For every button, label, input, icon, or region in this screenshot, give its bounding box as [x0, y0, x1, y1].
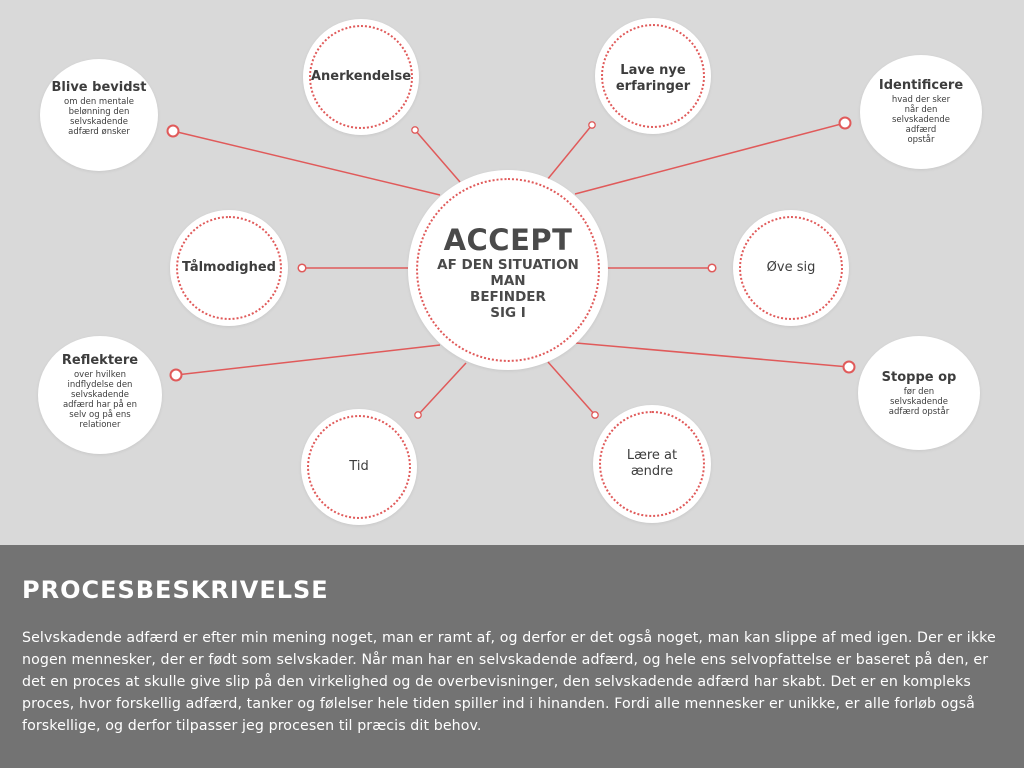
node-subtext: før den selvskadende adfærd opstår — [888, 387, 950, 417]
node-title: Øve sig — [766, 260, 816, 275]
node-title: Identificere — [878, 78, 964, 93]
description-heading: PROCESBESKRIVELSE — [22, 576, 329, 604]
connector-end-oeve-sig — [708, 264, 716, 272]
center-subtitle-line-1: AF DEN SITUATION — [437, 257, 579, 273]
node-stoppe-op — [858, 336, 980, 450]
center-title: ACCEPT — [443, 223, 573, 257]
node-title: Tålmodighed — [182, 260, 276, 275]
node-subtext: om den mentale belønning den selvskadende adfærd ønsker — [64, 97, 134, 137]
node-title: Blive bevidst — [51, 80, 147, 95]
description-panel — [0, 545, 1024, 768]
node-laere-at-aendre — [593, 405, 711, 523]
node-subtext: hvad der sker når den selvskadende adfærd opstår — [891, 95, 951, 145]
node-reflektere — [38, 336, 162, 454]
connector-end-stoppe-op — [844, 362, 855, 373]
node-subtext: over hvilken indflydelse den selvskadende adfærd har på en selv og på ens relationer — [62, 370, 138, 430]
connector-blive-bevidst — [173, 131, 440, 195]
center-subtitle-line-2: MAN — [490, 273, 526, 289]
node-title: Lære at ændre — [626, 448, 678, 479]
node-title: Lave nye erfaringer — [615, 63, 691, 94]
node-title: Reflektere — [61, 353, 139, 368]
node-identificere — [860, 55, 982, 169]
connector-reflektere — [176, 345, 440, 375]
center-subtitle-line-3: BEFINDER — [470, 289, 546, 305]
node-title: Tid — [349, 459, 369, 474]
node-lave-nye-erfaringer — [595, 18, 711, 134]
node-oeve-sig — [733, 210, 849, 326]
node-title: Stoppe op — [881, 370, 957, 385]
node-title: Anerkendelse — [310, 69, 412, 84]
connector-stoppe-op — [576, 343, 849, 367]
connector-end-reflektere — [171, 370, 182, 381]
connector-end-identificere — [840, 118, 851, 129]
node-anerkendelse — [303, 19, 419, 135]
node-tid — [301, 409, 417, 525]
connector-end-blive-bevidst — [168, 126, 179, 137]
description-body: Selvskadende adfærd er efter min mening noget, man er ramt af, og derfor er det også noget, man kan slippe af med igen. Der er ikke nogen mennesker, der er født som selvskader. Når man har en selvskadende adfærd, og hele ens selvopfattelse er baseret på den, er det en proces at skulle give slip på den virkelighed og de overbevisninger, den selvskadende adfærd har skabt. Det er en kompleks proces, hvor forskellig adfærd, tanker og følelser hele tiden spiller ind i hinanden. Fordi alle mennesker er unikke, er alle forløb også forskellige, og derfor tilpasser jeg procesen til præcis dit behov. — [22, 630, 996, 734]
center-node-accept — [408, 170, 608, 370]
center-subtitle-line-4: SIG I — [490, 305, 526, 321]
node-taalmodighed — [170, 210, 288, 326]
connector-end-taalmodighed — [298, 264, 306, 272]
node-blive-bevidst — [40, 59, 158, 171]
